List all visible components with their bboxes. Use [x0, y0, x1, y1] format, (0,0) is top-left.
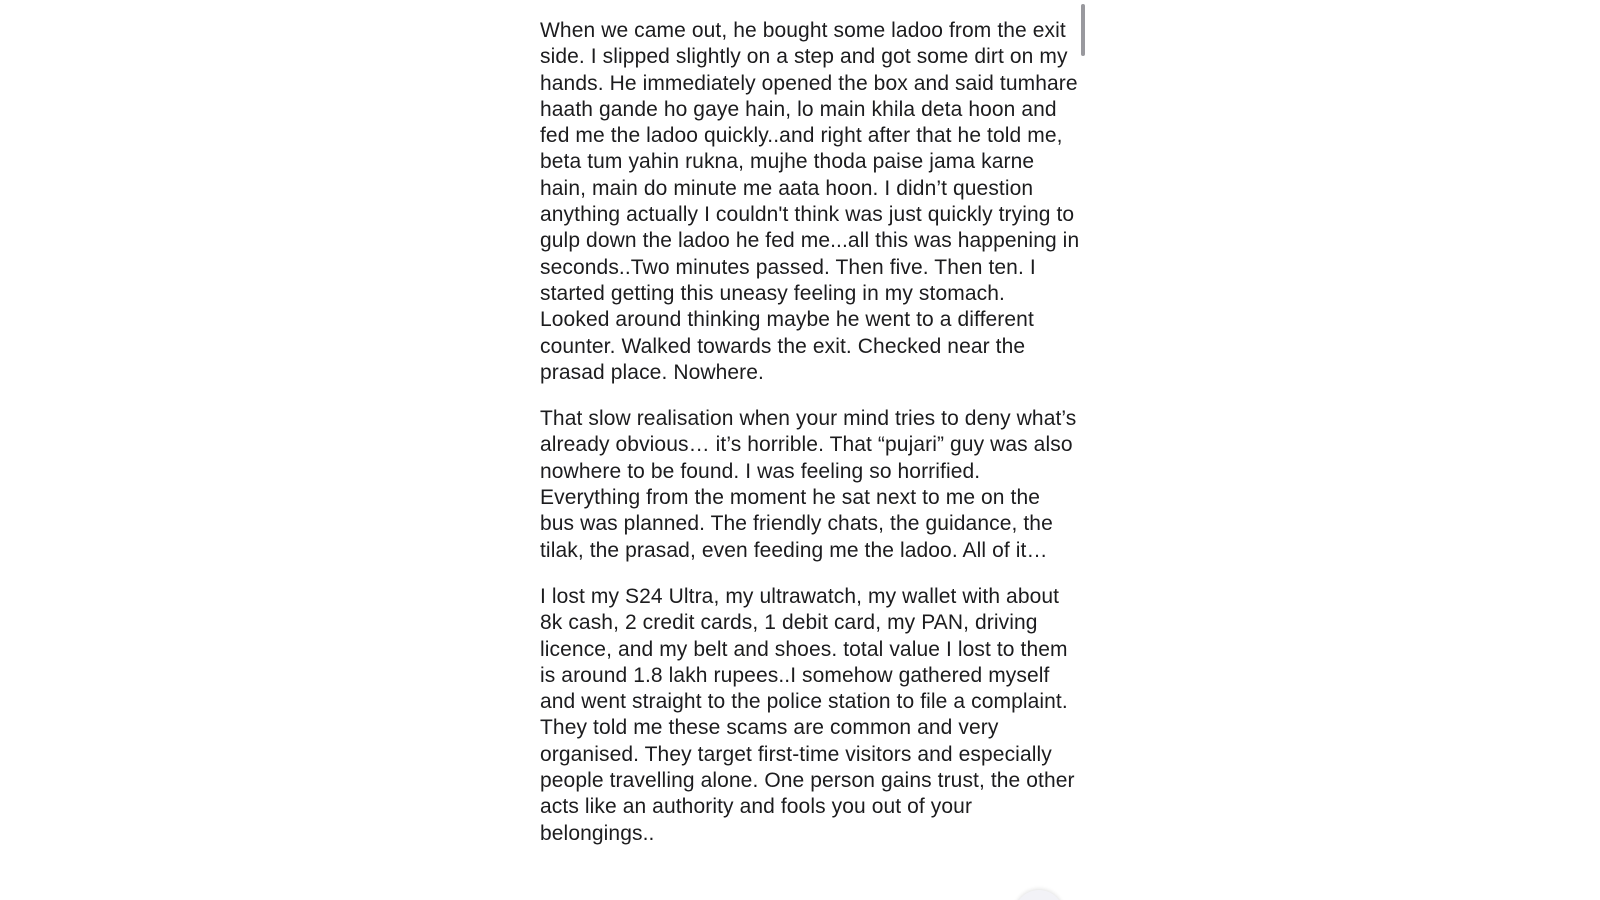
- floating-button[interactable]: [1014, 890, 1064, 900]
- paragraph-3: I lost my S24 Ultra, my ultrawatch, my wallet with about 8k cash, 2 credit cards, 1 debit card, my PAN, driving licence, and my belt and shoes. total value I lost to them is around 1.8 lakh rupees..I somehow gathered myself and went straight to the police station to file a complaint. They told me these scams are common and very organised. They target first-time visitors and especially people travelling alone. One person gains trust, the other acts like an authority and fools you out of your belongings..: [540, 584, 1075, 845]
- paragraph-1: When we came out, he bought some ladoo from the exit side. I slipped slightly on a step and got some dirt on my hands. He immediately opened the box and said tumhare haath gande ho gaye hain, lo main khila deta hoon and fed me the ladoo quickly..and right after that he told me, beta tum yahin rukna, mujhe thoda paise jama karne hain, main do minute me aata hoon. I didn’t question anything actually I couldn't think was just quickly trying to gulp down the ladoo he fed me...all this was happening in seconds..Two minutes passed. Then five. Then ten. I started getting this uneasy feeling in my stomach. Looked around thinking maybe he went to a different counter. Walked towards the exit. Checked near the prasad place. Nowhere.: [540, 19, 1080, 384]
- paragraph-2: That slow realisation when your mind tries to deny what’s already obvious… it’s horrible. That “pujari” guy was also nowhere to be found. I was feeling so horrified. Everything from the moment he sat next to me on the bus was planned. The friendly chats, the guidance, the tilak, the prasad, even feeding me the ladoo. All of it…: [540, 407, 1077, 562]
- scrollbar[interactable]: [1081, 4, 1085, 56]
- post-body: [540, 18, 1080, 847]
